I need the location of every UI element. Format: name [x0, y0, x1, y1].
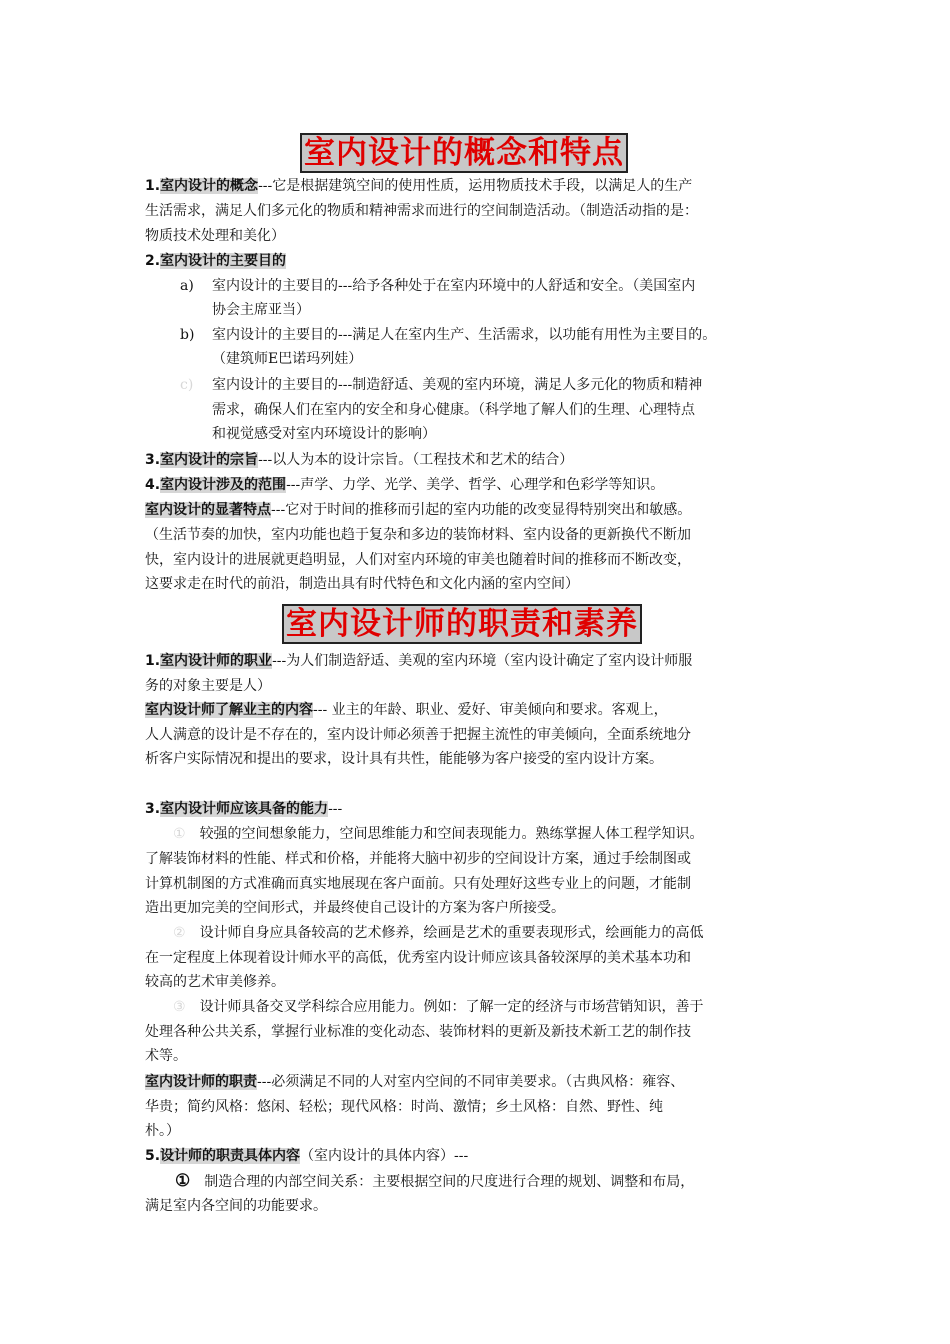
paragraph-line — [145, 798, 342, 820]
paragraph-text: 较强的空间想象能力，空间思维能力和空间表现能力。熟练掌握人体工程学知识。 — [199, 826, 704, 842]
paragraph-line: 人人满意的设计是不存在的，室内设计师必须善于把握主流性的审美倾向，全面系统地分 — [145, 727, 691, 743]
paragraph-line: 朴。） — [145, 1123, 180, 1139]
paragraph-text: 设计师自身应具备较高的艺术修养，绘画是艺术的重要表现形式，绘画能力的高低 — [199, 925, 704, 941]
paragraph-text: ---必须满足不同的人对室内空间的不同审美要求。（古典风格：雍容、 — [257, 1074, 685, 1090]
paragraph-text: （室内设计的具体内容）--- — [300, 1148, 469, 1164]
circled-number: ② — [173, 925, 186, 941]
circled-number: ① — [173, 826, 186, 842]
paragraph-line: 快，室内设计的进展就更趋明显，人们对室内环境的审美也随着时间的推移而不断改变， — [145, 552, 691, 568]
list-item: 协会主席亚当） — [212, 302, 310, 318]
paragraph-line — [145, 474, 664, 496]
paragraph-line — [145, 499, 691, 521]
paragraph-line: 生活需求，满足人们多元化的物质和精神需求而进行的空间制造活动。（制造活动指的是： — [145, 203, 698, 219]
list-item — [145, 922, 704, 944]
section-title: 室内设计的概念和特点 — [300, 133, 628, 173]
item-number: 2. — [145, 253, 161, 269]
item-number: 4. — [145, 477, 161, 493]
paragraph-line — [145, 1071, 684, 1093]
highlighted-heading: 室内设计的主要目的 — [160, 253, 287, 269]
highlighted-heading: 室内设计师应该具备的能力 — [160, 801, 329, 817]
list-label: c) — [180, 377, 194, 393]
paragraph-text: ---它对于时间的推移而引起的室内功能的改变显得特别突出和敏感。 — [271, 502, 692, 518]
section-title: 室内设计师的职责和素养 — [282, 604, 642, 644]
paragraph-line: 较高的艺术审美修养。 — [145, 974, 285, 990]
paragraph-line: 了解装饰材料的性能、样式和价格，并能将大脑中初步的空间设计方案，通过手绘制图或 — [145, 851, 691, 867]
highlighted-heading: 室内设计的显著特点 — [145, 502, 271, 518]
paragraph-text: ---声学、力学、光学、美学、哲学、心理学和色彩学等知识。 — [286, 477, 665, 493]
paragraph-line: 析客户实际情况和提出的要求，设计具有共性，能能够为客户接受的室内设计方案。 — [145, 751, 663, 767]
list-label: b) — [180, 327, 195, 343]
circled-number: ③ — [173, 999, 186, 1015]
paragraph-text: ---它是根据建筑空间的使用性质，运用物质技术手段，以满足人的生产 — [258, 178, 693, 194]
highlighted-heading: 室内设计的宗旨 — [160, 452, 259, 468]
paragraph-line — [145, 650, 692, 672]
list-item: 室内设计的主要目的---给予各种处于在室内环境中的人舒适和安全。（美国室内 — [212, 278, 696, 294]
list-item: 需求，确保人们在室内的安全和身心健康。（科学地了解人们的生理、心理特点 — [212, 402, 695, 418]
paragraph-line — [145, 449, 573, 471]
list-item: 和视觉感受对室内环境设计的影响） — [212, 426, 436, 442]
list-label: a) — [180, 278, 194, 294]
list-item — [145, 1170, 694, 1193]
highlighted-heading: 室内设计的概念 — [160, 178, 259, 194]
item-number: 3. — [145, 801, 161, 817]
paragraph-text: ---以人为本的设计宗旨。（工程技术和艺术的结合） — [258, 452, 574, 468]
paragraph-line: 物质技术处理和美化） — [145, 228, 285, 244]
paragraph-text: 设计师具备交叉学科综合应用能力。例如：了解一定的经济与市场营销知识，善于 — [199, 999, 704, 1015]
paragraph-text: --- 业主的年龄、职业、爱好、审美倾向和要求。客观上， — [313, 702, 668, 718]
paragraph-line: 务的对象主要是人） — [145, 678, 271, 694]
paragraph-line — [145, 175, 692, 197]
highlighted-heading: 设计师的职责具体内容 — [160, 1148, 301, 1164]
paragraph-line: 在一定程度上体现着设计师水平的高低，优秀室内设计师应该具备较深厚的美术基本功和 — [145, 950, 691, 966]
paragraph-line: （生活节奏的加快，室内功能也趋于复杂和多边的装饰材料、室内设备的更新换代不断加 — [145, 527, 691, 543]
list-item: 室内设计的主要目的---满足人在室内生产、生活需求，以功能有用性为主要目的。 — [212, 327, 717, 343]
paragraph-line — [145, 250, 286, 272]
paragraph-line — [145, 1145, 468, 1167]
item-number: 3. — [145, 452, 161, 468]
list-item: （建筑师E巴诺玛列娃） — [212, 351, 363, 367]
paragraph-line: 这要求走在时代的前沿，制造出具有时代特色和文化内涵的室内空间） — [145, 576, 579, 592]
item-number: 1. — [145, 178, 161, 194]
paragraph-line: 华贵；简约风格：悠闲、轻松；现代风格：时尚、激情；乡土风格：自然、野性、纯 — [145, 1099, 663, 1115]
paragraph-text: 制造合理的内部空间关系：主要根据空间的尺度进行合理的规划、调整和布局， — [204, 1174, 695, 1190]
paragraph-line: 计算机制图的方式准确而真实地展现在客户面前。只有处理好这些专业上的问题，才能制 — [145, 876, 691, 892]
paragraph-text: --- — [328, 801, 343, 817]
paragraph-text: ---为人们制造舒适、美观的室内环境（室内设计确定了室内设计师服 — [272, 653, 693, 669]
item-number: 5. — [145, 1148, 161, 1164]
list-item: 室内设计的主要目的---制造舒适、美观的室内环境，满足人多元化的物质和精神 — [212, 377, 703, 393]
circled-number: ① — [175, 1171, 191, 1191]
highlighted-heading: 室内设计师的职业 — [160, 653, 273, 669]
paragraph-line: 满足室内各空间的功能要求。 — [145, 1198, 327, 1214]
highlighted-heading: 室内设计师的职责 — [145, 1074, 257, 1090]
paragraph-line — [145, 699, 668, 721]
highlighted-heading: 室内设计涉及的范围 — [160, 477, 287, 493]
paragraph-line: 造出更加完美的空间形式，并最终使自己设计的方案为客户所接受。 — [145, 900, 565, 916]
highlighted-heading: 室内设计师了解业主的内容 — [145, 702, 313, 718]
item-number: 1. — [145, 653, 161, 669]
paragraph-line: 处理各种公共关系，掌握行业标准的变化动态、装饰材料的更新及新技术新工艺的制作技 — [145, 1024, 691, 1040]
list-item — [145, 996, 704, 1018]
list-item — [145, 823, 704, 845]
paragraph-line: 术等。 — [145, 1048, 187, 1064]
